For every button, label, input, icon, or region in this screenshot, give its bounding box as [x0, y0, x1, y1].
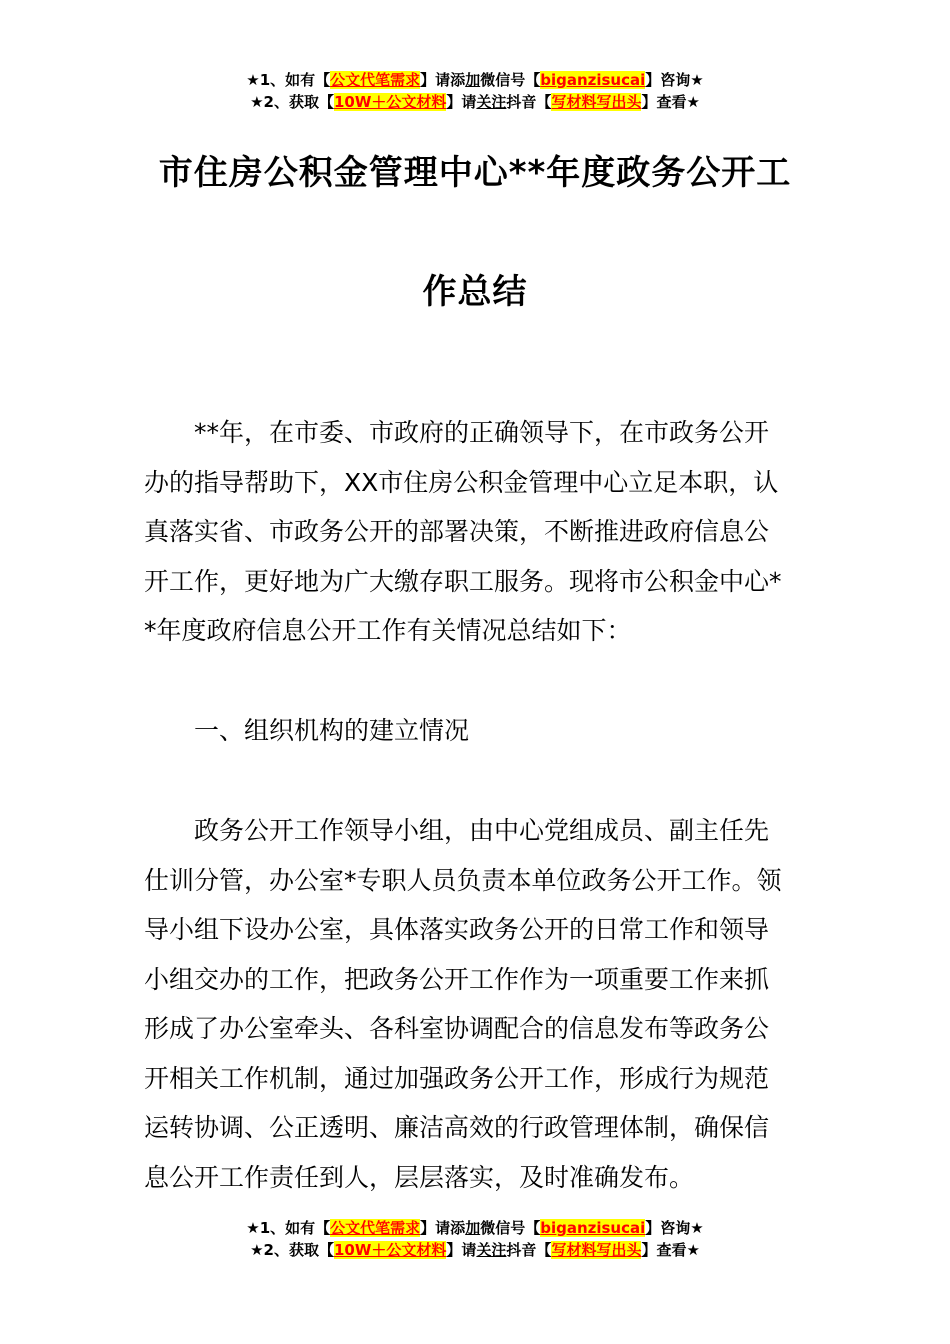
promo-line-1 [0, 1217, 950, 1239]
promo-highlight-materials: 10W＋公文材料 [333, 1241, 447, 1259]
promo-line-1-prefix: ★1、如有【 [246, 1219, 331, 1237]
promo-highlight-douyin-account: 写材料写出头 [551, 1241, 642, 1259]
promo-line-2-middle: 】请 [446, 1241, 477, 1259]
promo-highlight-wechat-id: biganzisucai [540, 1219, 646, 1237]
promo-line-1-middle: 】请添 [420, 1219, 466, 1237]
intro-paragraph [144, 408, 809, 656]
promo-line-2-middle: 】请 [446, 93, 477, 111]
promo-line-1-suffix: 】咨询★ [645, 71, 704, 89]
promo-line-2-underlined: 关注 [476, 1241, 507, 1259]
paragraph-line: *年度政府信息公开工作有关情况总结如下： [144, 616, 632, 645]
paragraph-line: 运转协调、公正透明、廉洁高效的行政管理体制，确保信 [144, 1113, 770, 1142]
promo-line-2-prefix: ★2、获取【 [250, 93, 334, 111]
promo-highlight-douyin-account: 写材料写出头 [551, 93, 642, 111]
document-title-line-1: 市住房公积金管理中心**年度政务公开工 [158, 153, 792, 193]
promo-line-1-suffix: 】咨询★ [645, 1219, 704, 1237]
top-promo-banner [0, 69, 950, 113]
paragraph-line: 办的指导帮助下，XX市住房公积金管理中心立足本职，认 [144, 467, 779, 497]
paragraph-line: 息公开工作责任到人，层层落实，及时准确发布。 [144, 1162, 695, 1192]
paragraph-line: 导小组下设办公室，具体落实政务公开的日常工作和领导 [144, 915, 770, 944]
section-heading-text: 一、组织机构的建立情况 [144, 716, 470, 745]
promo-line-1-prefix: ★1、如有【 [246, 71, 331, 89]
promo-line-2-middle-2: 抖音【 [506, 1241, 552, 1259]
paragraph-line: 仕训分管，办公室*专职人员负责本单位政务公开工作。领 [144, 865, 782, 895]
promo-line-2-middle-2: 抖音【 [506, 93, 552, 111]
promo-line-1 [0, 69, 950, 91]
paragraph-line: 开相关工作机制，通过加强政务公开工作，形成行为规范 [144, 1063, 770, 1093]
paragraph-line: 政务公开工作领导小组，由中心党组成员、副主任先 [144, 816, 770, 845]
promo-line-1-middle-2: 微信号【 [480, 1219, 541, 1237]
organization-paragraph [144, 806, 809, 1202]
promo-highlight-ghostwriting: 公文代笔需求 [330, 71, 421, 89]
paragraph-line: 形成了办公室牵头、各科室协调配合的信息发布等政务公 [144, 1014, 770, 1043]
document-title-line-2: 作总结 [422, 272, 528, 312]
promo-line-2 [0, 1239, 950, 1261]
promo-line-2-suffix: 】查看★ [641, 93, 700, 111]
promo-highlight-materials: 10W＋公文材料 [333, 93, 447, 111]
bottom-promo-banner [0, 1217, 950, 1261]
paragraph-line: **年，在市委、市政府的正确领导下，在市政务公开 [144, 418, 770, 447]
promo-line-1-middle: 】请添 [420, 71, 466, 89]
paragraph-line: 小组交办的工作，把政务公开工作作为一项重要工作来抓 [144, 964, 770, 994]
promo-line-2-underlined: 关注 [476, 93, 507, 111]
promo-line-2-prefix: ★2、获取【 [250, 1241, 334, 1259]
promo-line-2 [0, 91, 950, 113]
promo-line-1-underlined: 加 [465, 71, 481, 89]
promo-line-1-middle-2: 微信号【 [480, 71, 541, 89]
promo-line-2-suffix: 】查看★ [641, 1241, 700, 1259]
promo-highlight-wechat-id: biganzisucai [540, 71, 646, 89]
paragraph-line: 真落实省、市政务公开的部署决策，不断推进政府信息公 [144, 517, 770, 546]
promo-line-1-underlined: 加 [465, 1219, 481, 1237]
section-heading-organization [144, 706, 809, 756]
paragraph-line: 开工作，更好地为广大缴存职工服务。现将市公积金中心* [144, 566, 782, 596]
promo-highlight-ghostwriting: 公文代笔需求 [330, 1219, 421, 1237]
